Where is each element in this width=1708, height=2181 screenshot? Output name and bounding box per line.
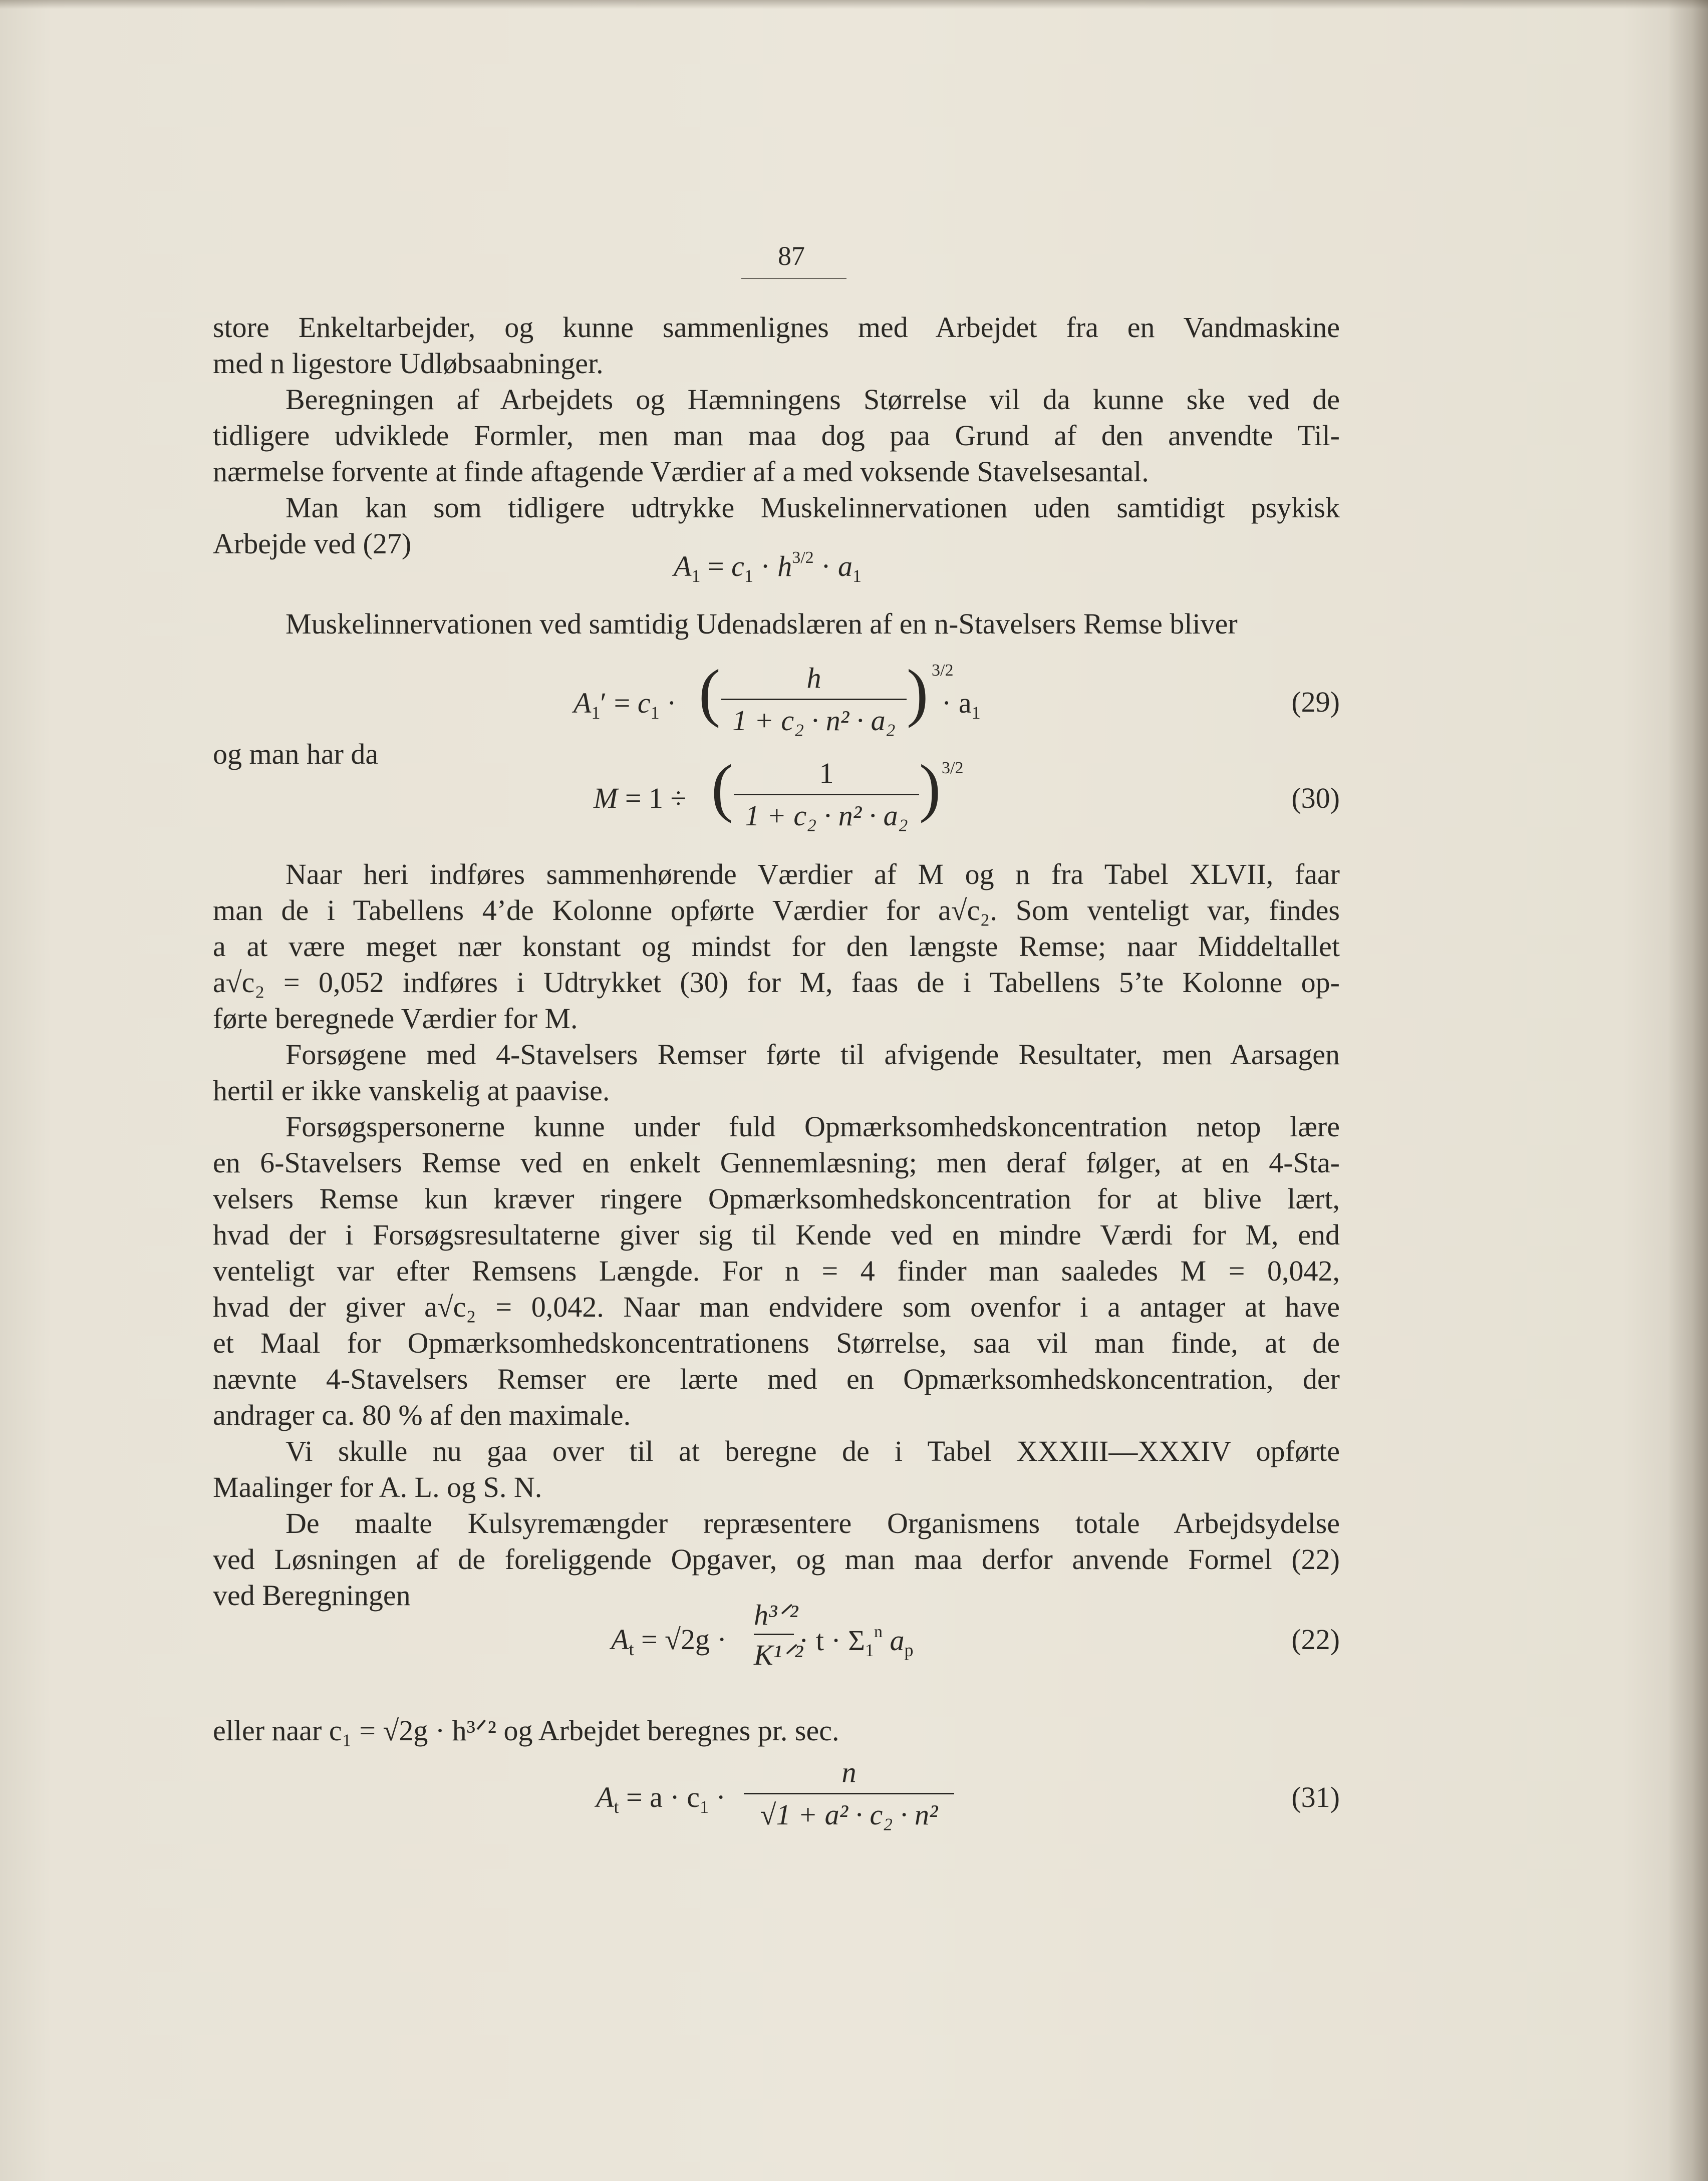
text-line: eller naar c₁ = √2g · h³ᐟ² og Arbejdet beregnes pr. sec.: [213, 1714, 839, 1747]
equation-number-30: (30): [1291, 782, 1340, 814]
formula-22-fraction-bar: [754, 1634, 794, 1635]
text-line: De maalte Kulsyremængder repræsentere Organismens totale Arbejdsydelse: [286, 1507, 1340, 1539]
formula-29-numerator: h: [806, 662, 821, 694]
text-line: med n ligestore Udløbsaabninger.: [213, 347, 604, 380]
text-line: ved Løsningen af de foreliggende Opgaver, og man maa derfor anvende Formel (22): [213, 1543, 1340, 1576]
formula-22-denominator: K¹ᐟ²: [754, 1639, 803, 1671]
formula-22-lhs: $A_t = √2g$ ·: [611, 1623, 727, 1659]
text-line: Maalinger for A. L. og S. N.: [213, 1471, 542, 1503]
text-line: store Enkeltarbejder, og kunne sammenlignes med Arbejdet fra en Vandmaskine: [213, 311, 1340, 344]
text-line: a at være meget nær konstant og mindst for den længste Remse; naar Middeltallet: [213, 930, 1340, 963]
text-line: hertil er ikke vanskelig at paavise.: [213, 1074, 610, 1107]
formula-22-numerator: h³ᐟ²: [754, 1599, 798, 1631]
equation-number-22: (22): [1291, 1623, 1340, 1656]
equation-number-29: (29): [1291, 686, 1340, 718]
text-line: nævnte 4-Stavelsers Remser ere lærte med en Opmærksomhedskoncentration, der: [213, 1363, 1340, 1395]
text-line: hvad der giver a√c₂ = 0,042. Naar man endvidere som ovenfor i a antager at have: [213, 1291, 1340, 1323]
equation-number-31: (31): [1291, 1781, 1340, 1813]
formula-30-left-paren: (: [711, 752, 733, 824]
formula-29-lhs: $A_1' = c_1$ ·: [574, 687, 677, 723]
text-line: Arbejde ved (27): [213, 527, 412, 560]
text-line: Beregningen af Arbejdets og Hæmningens Størrelse vil da kunne ske ved de: [286, 383, 1340, 416]
formula-30-denominator: 1 + c₂ · n² · a₂: [745, 799, 908, 832]
text-line: ved Beregningen: [213, 1579, 411, 1612]
formula-30-fraction-bar: [734, 794, 919, 795]
formula-27: $A_1 = c_1 \cdot h^{3/2} \cdot a_1$: [674, 548, 862, 586]
formula-29-fraction-bar: [721, 699, 907, 700]
formula-29-tail: · $a_1$: [942, 687, 981, 723]
formula-30-exponent: 3/2: [942, 759, 964, 777]
page-right-shadow: [1668, 0, 1708, 2181]
formula-29-right-paren: ): [907, 657, 929, 729]
text-line: førte beregnede Værdier for M.: [213, 1002, 578, 1035]
formula-31-lhs: $A_t = a \cdot c_1$ ·: [596, 1781, 726, 1817]
text-line: Naar heri indføres sammenhørende Værdier af M og n fra Tabel XLVII, faar: [286, 858, 1340, 890]
text-line: tidligere udviklede Formler, men man maa dog paa Grund af den anvendte Til-: [213, 419, 1340, 452]
text-line: venteligt var efter Remsens Længde. For n = 4 finder man saaledes M = 0,042,: [213, 1255, 1340, 1287]
text-line: Vi skulle nu gaa over til at beregne de i Tabel XXXIII—XXXIV opførte: [286, 1435, 1340, 1467]
text-line: Forsøgene med 4-Stavelsers Remser førte til afvigende Resultater, men Aarsagen: [286, 1038, 1340, 1071]
formula-31-fraction-bar: [744, 1793, 954, 1794]
text-line: Forsøgspersonerne kunne under fuld Opmærksomhedskoncentration netop lære: [286, 1110, 1340, 1143]
text-line: nærmelse forvente at finde aftagende Værdier af a med voksende Stavelsesantal.: [213, 455, 1149, 488]
formula-31-numerator: n: [841, 1756, 857, 1788]
text-line: en 6-Stavelsers Remse ved en enkelt Gennemlæsning; men deraf følger, at en 4-Sta-: [213, 1146, 1340, 1179]
text-line: velsers Remse kun kræver ringere Opmærksomhedskoncentration for at blive lært,: [213, 1182, 1340, 1215]
formula-29-denominator: 1 + c₂ · n² · a₂: [732, 704, 896, 737]
text-line: hvad der i Forsøgsresultaterne giver sig til Kende ved en mindre Værdi for M, end: [213, 1218, 1340, 1251]
page-top-shadow: [0, 0, 1708, 9]
formula-22-tail: · $t \cdot \Sigma_1^n$ $a_p$: [799, 1623, 914, 1660]
text-line: og man har da: [213, 738, 379, 770]
formula-30-right-paren: ): [919, 752, 941, 824]
formula-29-exponent: 3/2: [932, 661, 954, 680]
text-line: et Maal for Opmærksomhedskoncentrationens Størrelse, saa vil man finde, at de: [213, 1327, 1340, 1359]
formula-30-numerator: 1: [819, 757, 834, 789]
page-number-rule: [741, 278, 846, 279]
page-number: 87: [778, 241, 805, 271]
text-line: Muskelinnervationen ved samtidig Udenadslæren af en n-Stavelsers Remse bliver: [286, 607, 1238, 640]
text-line: man de i Tabellens 4’de Kolonne opførte Værdier for a√c₂. Som venteligt var, findes: [213, 894, 1340, 926]
formula-31-denominator: √1 + a² · c₂ · n²: [760, 1798, 938, 1831]
text-line: andrager ca. 80 % af den maximale.: [213, 1399, 631, 1431]
text-line: a√c₂ = 0,052 indføres i Udtrykket (30) for M, faas de i Tabellens 5’te Kolonne op-: [213, 966, 1340, 999]
formula-30-lhs: M = 1 ÷: [594, 782, 687, 814]
formula-29-left-paren: (: [699, 657, 721, 729]
text-line: Man kan som tidligere udtrykke Muskelinnervationen uden samtidigt psykisk: [286, 491, 1340, 524]
